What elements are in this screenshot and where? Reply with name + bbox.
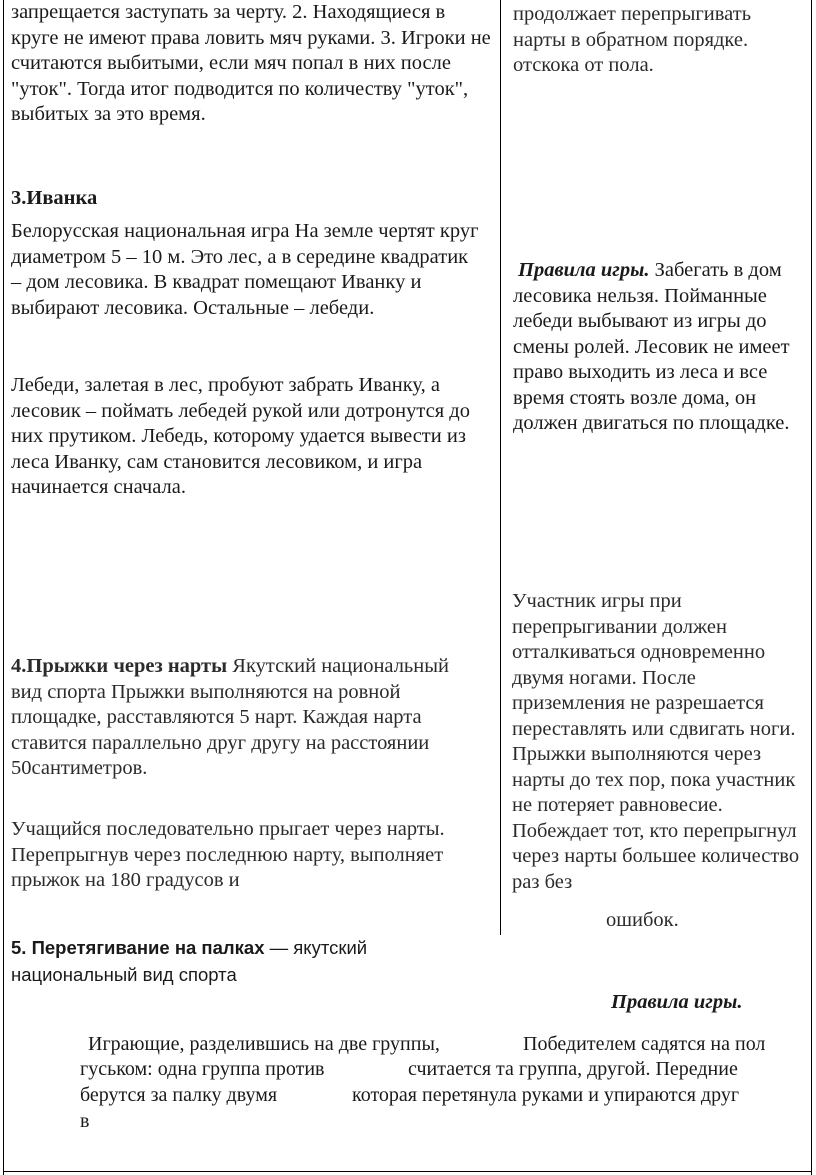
section-3-paragraph-2: Лебеди, залетая в лес, пробуют забрать Иванку, а лесовик – поймать лебедей рукой или дотронутся до них прутиком. Лебедь, которому удается вывести из леса Иванку, сам становится лесовиком, и игра начинается сначала.	[11, 374, 470, 498]
rules-3-text: Забегать в дом лесовика нельзя. Пойманные лебеди выбывают из игры до смены ролей. Лесовик не имеет право выходить из леса и все время стоять возле дома, он должен двигаться по площадке.	[513, 259, 790, 434]
rules-4-paragraph: Участник игры при перепрыгивании должен отталкиваться одновременно двумя ногами. После приземления не разрешается переставлять или сдвигать ноги. Прыжки выполняются через нарты до тех пор, пока участник не потеряет равновесие. Побеждает тот, кто перепрыгнул через нарты большее количество раз без	[512, 590, 800, 893]
bottom-row-2-right: считается та группа, другой. Передние	[408, 1058, 738, 1080]
bottom-row-3-right: которая перетянула руками и упираются друг	[352, 1084, 740, 1106]
section-4-intro: Якутский национальный вид спорта Прыжки выполняются на ровной площадке, расставляются 5 нарт. Каждая нарта ставится параллельно друг другу на расстоянии 50сантиметров.	[11, 655, 449, 779]
column-divider-line	[500, 0, 501, 935]
section-5-heading: 5. Перетягивание на палках	[11, 937, 265, 958]
section-5-paragraph	[11, 934, 471, 988]
bottom-row-2-left: гуськом: одна группа против	[80, 1058, 325, 1080]
bottom-row-1-left: Играющие, разделившись на две группы,	[88, 1033, 440, 1055]
bottom-row-4-left: в	[80, 1110, 90, 1132]
section-4-heading: 4.Прыжки через нарты	[11, 655, 228, 677]
rules-3-label: Правила игры.	[518, 259, 650, 281]
section-3-paragraph-1: Белорусская национальная игра На земле чертят круг диаметром 5 – 10 м. Это лес, а в середине квадратик – дом лесовика. В квадрат помещают Иванку и выбирают лесовика. Остальные – лебеди.	[11, 220, 479, 319]
right-top-paragraph: продолжает перепрыгивать нарты в обратном порядке. отскока от пола.	[513, 3, 752, 76]
left-top-paragraph	[11, 0, 491, 128]
bottom-row-1-right: Победителем садятся на пол	[523, 1033, 766, 1055]
rules-5-label: Правила игры.	[611, 991, 743, 1013]
bottom-border-line	[3, 1171, 812, 1172]
section-5-subtitle: — якутский национальный вид спорта	[11, 937, 368, 985]
left-border-line	[3, 0, 4, 1175]
section-3-heading: 3.Иванка	[11, 187, 98, 209]
section-4-paragraph-1	[11, 654, 481, 782]
rules-4-last-line: ошибок.	[606, 909, 679, 931]
left-top-text: запрещается заступать за черту. 2. Находящиеся в круге не имеют права ловить мяч руками. 3. Игроки не считаются выбитыми, если мяч попал в них после "уток". Тогда итог подводится по количеству "уток", выбитых за это время.	[11, 1, 491, 125]
rules-3-paragraph	[513, 258, 798, 437]
right-border-line	[811, 0, 812, 1175]
bottom-row-3-left: берутся за палку двумя	[80, 1084, 278, 1106]
section-4-paragraph-2: Учащийся последовательно прыгает через нарты. Перепрыгнув через последнюю нарту, выполняет прыжок на 180 градусов и	[11, 818, 445, 891]
